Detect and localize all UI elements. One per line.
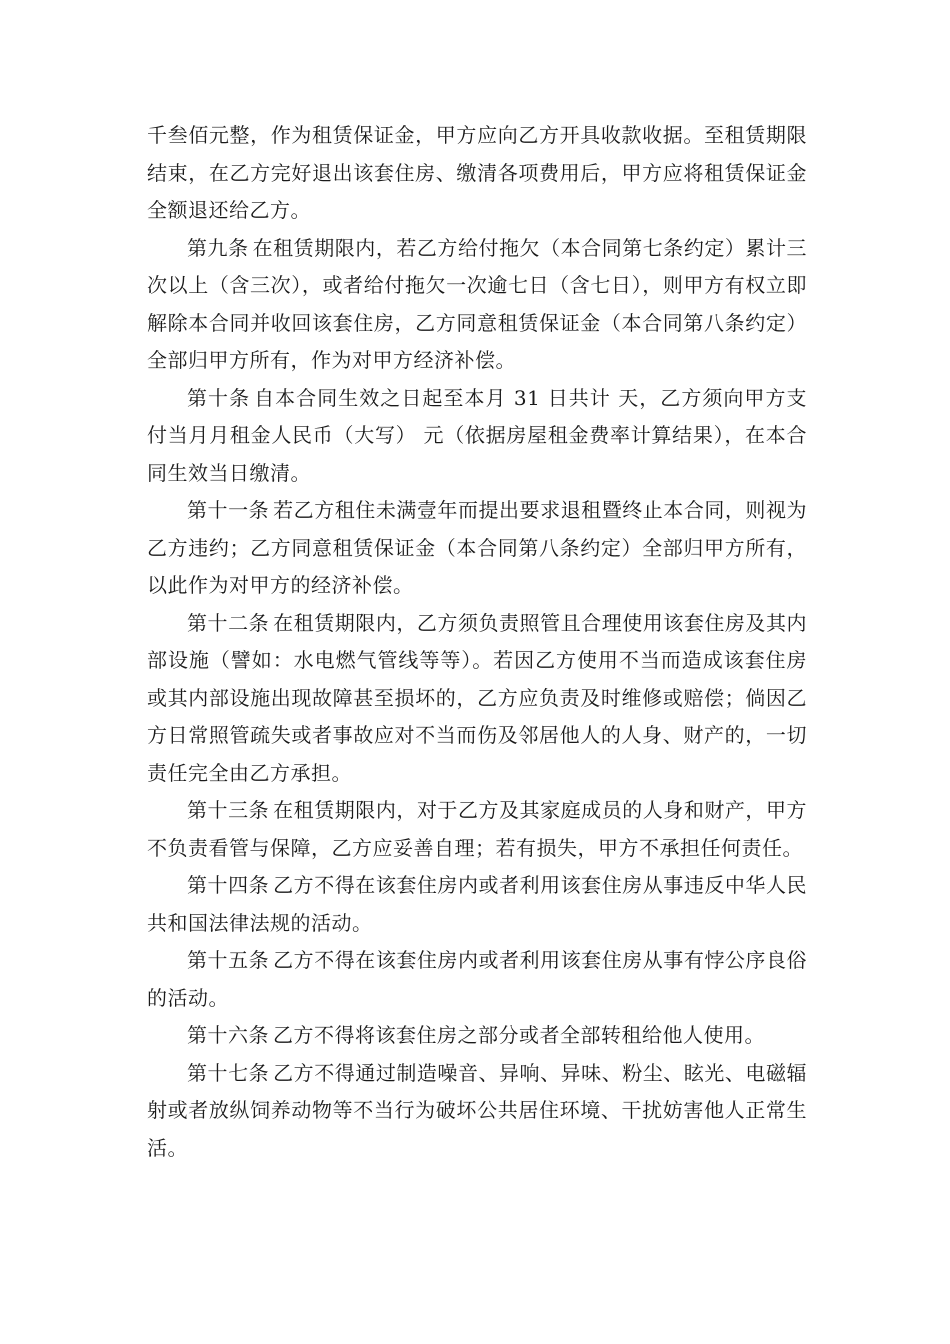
article-number: 第九条: [187, 235, 249, 260]
article-13: [147, 792, 807, 867]
article-number: 第十七条: [187, 1060, 270, 1085]
paragraph-continuation: [147, 117, 807, 230]
article-text: 乙方不得在该套住房内或者利用该套住房从事有悖公序良俗的活动。: [147, 948, 808, 1010]
paragraph-text: 千叁佰元整，作为租赁保证金，甲方应向乙方开具收款收据。至租赁期限结束，在乙方完好退出该套住房、缴清各项费用后，甲方应将租赁保证金全额退还给乙方。: [147, 123, 807, 222]
article-14: [147, 867, 807, 942]
article-text: 自本合同生效之日起至本月 31 日共计 天，乙方须向甲方支付当月月租金人民币（大写） 元（依据房屋租金费率计算结果），在本合同生效当日缴清。: [147, 385, 807, 485]
article-text: 在租赁期限内，若乙方给付拖欠（本合同第七条约定）累计三次以上（含三次），或者给付拖欠一次逾七日（含七日），则甲方有权立即解除本合同并收回该套住房，乙方同意租赁保证金（本合同第八条约定）全部归甲方所有，作为对甲方经济补偿。: [147, 235, 808, 372]
article-text: 在租赁期限内，对于乙方及其家庭成员的人身和财产，甲方不负责看管与保障，乙方应妥善自理；若有损失，甲方不承担任何责任。: [147, 798, 808, 860]
article-number: 第十四条: [187, 873, 270, 897]
article-text: 乙方不得将该套住房之部分或者全部转租给他人使用。: [273, 1023, 765, 1047]
article-17: [147, 1055, 807, 1168]
article-number: 第十三条: [187, 798, 270, 822]
article-11: [147, 492, 807, 605]
article-number: 第十五条: [187, 948, 270, 972]
document-body: [147, 117, 807, 1167]
article-16: [147, 1017, 807, 1055]
article-number: 第十六条: [187, 1023, 269, 1047]
article-text: 乙方不得通过制造噪音、异响、异味、粉尘、眩光、电磁辐射或者放纵饲养动物等不当行为破坏公共居住环境、干扰妨害他人正常生活。: [147, 1060, 808, 1160]
article-9: [147, 230, 807, 380]
article-12: [147, 605, 807, 793]
article-10: [147, 380, 807, 493]
article-number: 第十一条: [187, 498, 270, 522]
article-text: 乙方不得在该套住房内或者利用该套住房从事违反中华人民共和国法律法规的活动。: [147, 873, 808, 935]
article-text: 在租赁期限内，乙方须负责照管且合理使用该套住房及其内部设施（譬如：水电燃气管线等等）。若因乙方使用不当而造成该套住房或其内部设施出现故障甚至损坏的，乙方应负责及时维修或赔偿；倘因乙方日常照管疏失或者事故应对不当而伤及邻居他人的人身、财产的，一切责任完全由乙方承担。: [147, 610, 808, 785]
article-number: 第十二条: [187, 610, 270, 635]
article-text: 若乙方租住未满壹年而提出要求退租暨终止本合同，则视为乙方违约；乙方同意租赁保证金（本合同第八条约定）全部归甲方所有，以此作为对甲方的经济补偿。: [147, 498, 808, 597]
article-15: [147, 942, 807, 1017]
article-number: 第十条: [187, 385, 251, 410]
